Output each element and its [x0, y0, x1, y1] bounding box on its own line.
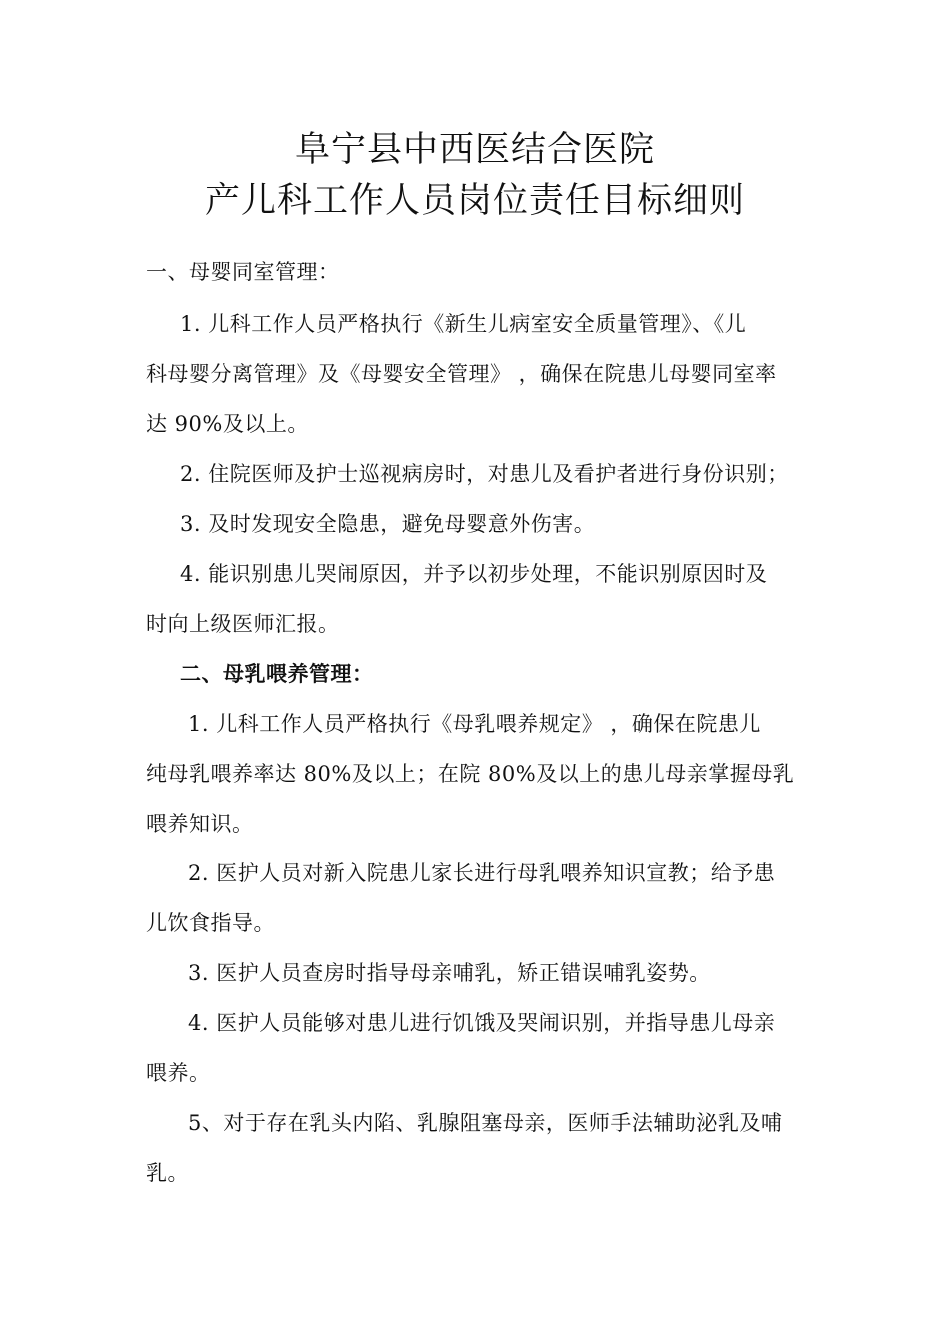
section1-item1-line1: 1. 儿科工作人员严格执行《新生儿病室安全质量管理》、《儿	[180, 312, 747, 336]
section2-item1-line2: 纯母乳喂养率达 80%及以上；在院 80%及以上的患儿母亲掌握母乳	[146, 762, 795, 786]
section1-item4-line2: 时向上级医师汇报。	[146, 612, 340, 636]
section1-item2: 2. 住院医师及护士巡视病房时，对患儿及看护者进行身份识别；	[180, 462, 789, 486]
document-title-line1: 阜宁县中西医结合医院	[294, 130, 655, 170]
section1-item1-line2: 科母婴分离管理》及《母婴安全管理》 ，确保在院患儿母婴同室率	[146, 362, 777, 386]
document-title-line2: 产儿科工作人员岗位责任目标细则	[204, 181, 745, 221]
section1-item1-line3: 达 90%及以上。	[146, 412, 309, 436]
section2-item2-line2: 儿饮食指导。	[146, 911, 275, 935]
section2-item5-line1: 5、对于存在乳头内陷、乳腺阻塞母亲，医师手法辅助泌乳及哺	[188, 1111, 783, 1135]
section1-item3: 3. 及时发现安全隐患，避免母婴意外伤害。	[180, 512, 596, 536]
section1-item4-line1: 4. 能识别患儿哭闹原因，并予以初步处理，不能识别原因时及	[180, 562, 768, 586]
section2-item5-line2: 乳。	[146, 1161, 189, 1185]
section2-item1-line3: 喂养知识。	[146, 812, 254, 836]
section1-heading: 一、母婴同室管理：	[146, 260, 340, 284]
section2-item4-line1: 4. 医护人员能够对患儿进行饥饿及哭闹识别，并指导患儿母亲	[188, 1011, 776, 1035]
section2-item3: 3. 医护人员查房时指导母亲哺乳，矫正错误哺乳姿势。	[188, 961, 711, 985]
section2-item2-line1: 2. 医护人员对新入院患儿家长进行母乳喂养知识宣教；给予患	[188, 861, 776, 885]
section2-heading: 二、母乳喂养管理：	[180, 661, 374, 686]
section2-item1-line1: 1. 儿科工作人员严格执行《母乳喂养规定》 ，确保在院患儿	[188, 712, 761, 736]
section2-item4-line2: 喂养。	[146, 1061, 211, 1085]
